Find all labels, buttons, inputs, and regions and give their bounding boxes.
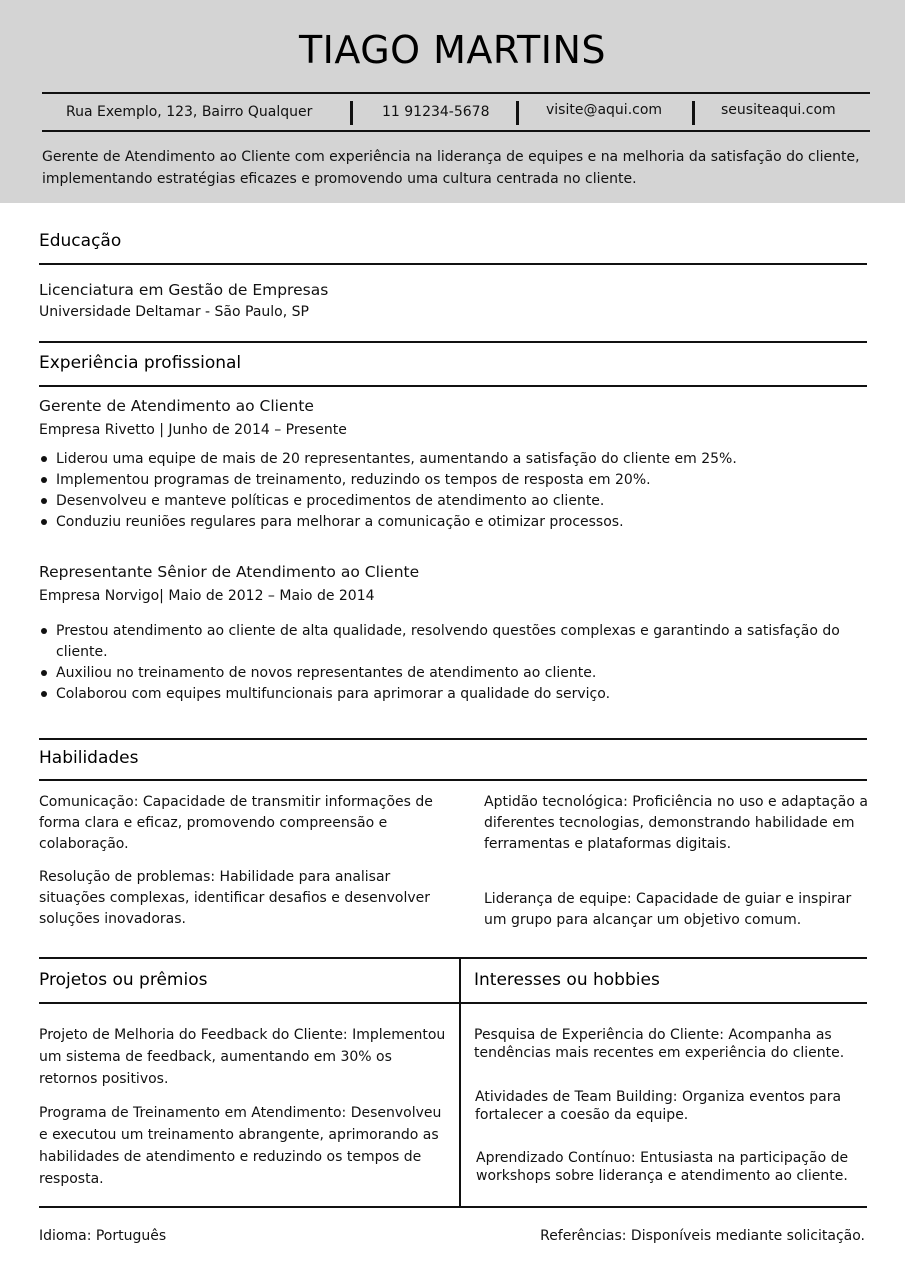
contact-address: Rua Exemplo, 123, Bairro Qualquer — [66, 104, 313, 120]
job-bullet: Colaborou com equipes multifuncionais para aprimorar a qualidade do serviço. — [40, 684, 850, 705]
contact-separator — [350, 101, 353, 125]
job-bullet: Desenvolveu e manteve políticas e procedimentos de atendimento ao cliente. — [40, 491, 850, 512]
contact-email: visite@aqui.com — [546, 102, 663, 118]
skill-item: Resolução de problemas: Habilidade para analisar situações complexas, identificar desafios e desenvolver soluções inovadoras. — [39, 869, 431, 927]
skill-item: Comunicação: Capacidade de transmitir informações de forma clara e eficaz, promovendo compreensão e colaboração. — [39, 794, 433, 852]
experience-heading: Experiência profissional — [39, 353, 242, 373]
footer-references: Referências: Disponíveis mediante solicitação. — [540, 1228, 865, 1244]
job-bullet: Implementou programas de treinamento, reduzindo os tempos de resposta em 20%. — [40, 470, 850, 491]
contact-separator — [692, 101, 695, 125]
skills-heading: Habilidades — [39, 748, 139, 768]
contact-website: seusiteaqui.com — [721, 102, 836, 118]
education-school: Universidade Deltamar - São Paulo, SP — [39, 304, 309, 320]
contact-separator — [516, 101, 519, 125]
job-company: Empresa Norvigo| Maio de 2012 – Maio de 2014 — [39, 588, 375, 604]
profile-summary: Gerente de Atendimento ao Cliente com experiência na liderança de equipes e na melhoria da satisfação do cliente, implementando estratégias eficazes e promovendo uma cultura centrada no cliente. — [42, 149, 860, 187]
section-rule — [39, 779, 867, 781]
interest-item: Atividades de Team Building: Organiza eventos para fortalecer a coesão da equipe. — [475, 1089, 842, 1123]
section-rule — [39, 738, 867, 740]
section-rule — [39, 385, 867, 387]
interests-heading: Interesses ou hobbies — [474, 970, 660, 990]
education-degree: Licenciatura em Gestão de Empresas — [39, 281, 329, 299]
projects-heading: Projetos ou prêmios — [39, 970, 208, 990]
section-rule — [39, 263, 867, 265]
job-bullet: Liderou uma equipe de mais de 20 representantes, aumentando a satisfação do cliente em 25%. — [40, 449, 850, 470]
section-rule — [39, 341, 867, 343]
section-rule — [39, 1206, 867, 1208]
skill-item: Aptidão tecnológica: Proficiência no uso e adaptação a diferentes tecnologias, demonstrando habilidade em ferramentas e plataformas digitais. — [484, 794, 868, 852]
column-divider — [459, 957, 461, 1207]
section-rule — [39, 1002, 867, 1004]
skill-item: Liderança de equipe: Capacidade de guiar e inspirar um grupo para alcançar um objetivo comum. — [484, 891, 852, 928]
interest-item: Aprendizado Contínuo: Entusiasta na participação de workshops sobre liderança e atendimento ao cliente. — [476, 1150, 849, 1184]
candidate-name: TIAGO MARTINS — [298, 28, 607, 72]
contact-bottom-rule — [42, 130, 870, 132]
section-rule — [39, 957, 867, 959]
education-heading: Educação — [39, 231, 122, 251]
job-bullet: Auxiliou no treinamento de novos representantes de atendimento ao cliente. — [40, 663, 850, 684]
job-company: Empresa Rivetto | Junho de 2014 – Presente — [39, 422, 347, 438]
project-item: Programa de Treinamento em Atendimento: Desenvolveu e executou um treinamento abrangente, aprimorando as habilidades de atendimento e reduzindo os tempos de resposta. — [39, 1105, 442, 1187]
contact-top-rule — [42, 92, 870, 94]
contact-phone: 11 91234-5678 — [382, 104, 490, 120]
job-title: Representante Sênior de Atendimento ao Cliente — [39, 563, 420, 581]
project-item: Projeto de Melhoria do Feedback do Cliente: Implementou um sistema de feedback, aumentando em 30% os retornos positivos. — [39, 1027, 446, 1087]
footer-language: Idioma: Português — [39, 1228, 167, 1244]
job-title: Gerente de Atendimento ao Cliente — [39, 397, 314, 415]
job-bullet: Conduziu reuniões regulares para melhorar a comunicação e otimizar processos. — [40, 512, 850, 533]
interest-item: Pesquisa de Experiência do Cliente: Acompanha as tendências mais recentes em experiência do cliente. — [474, 1027, 845, 1061]
job-bullet: Prestou atendimento ao cliente de alta qualidade, resolvendo questões complexas e garantindo a satisfação do cliente. — [40, 621, 840, 663]
